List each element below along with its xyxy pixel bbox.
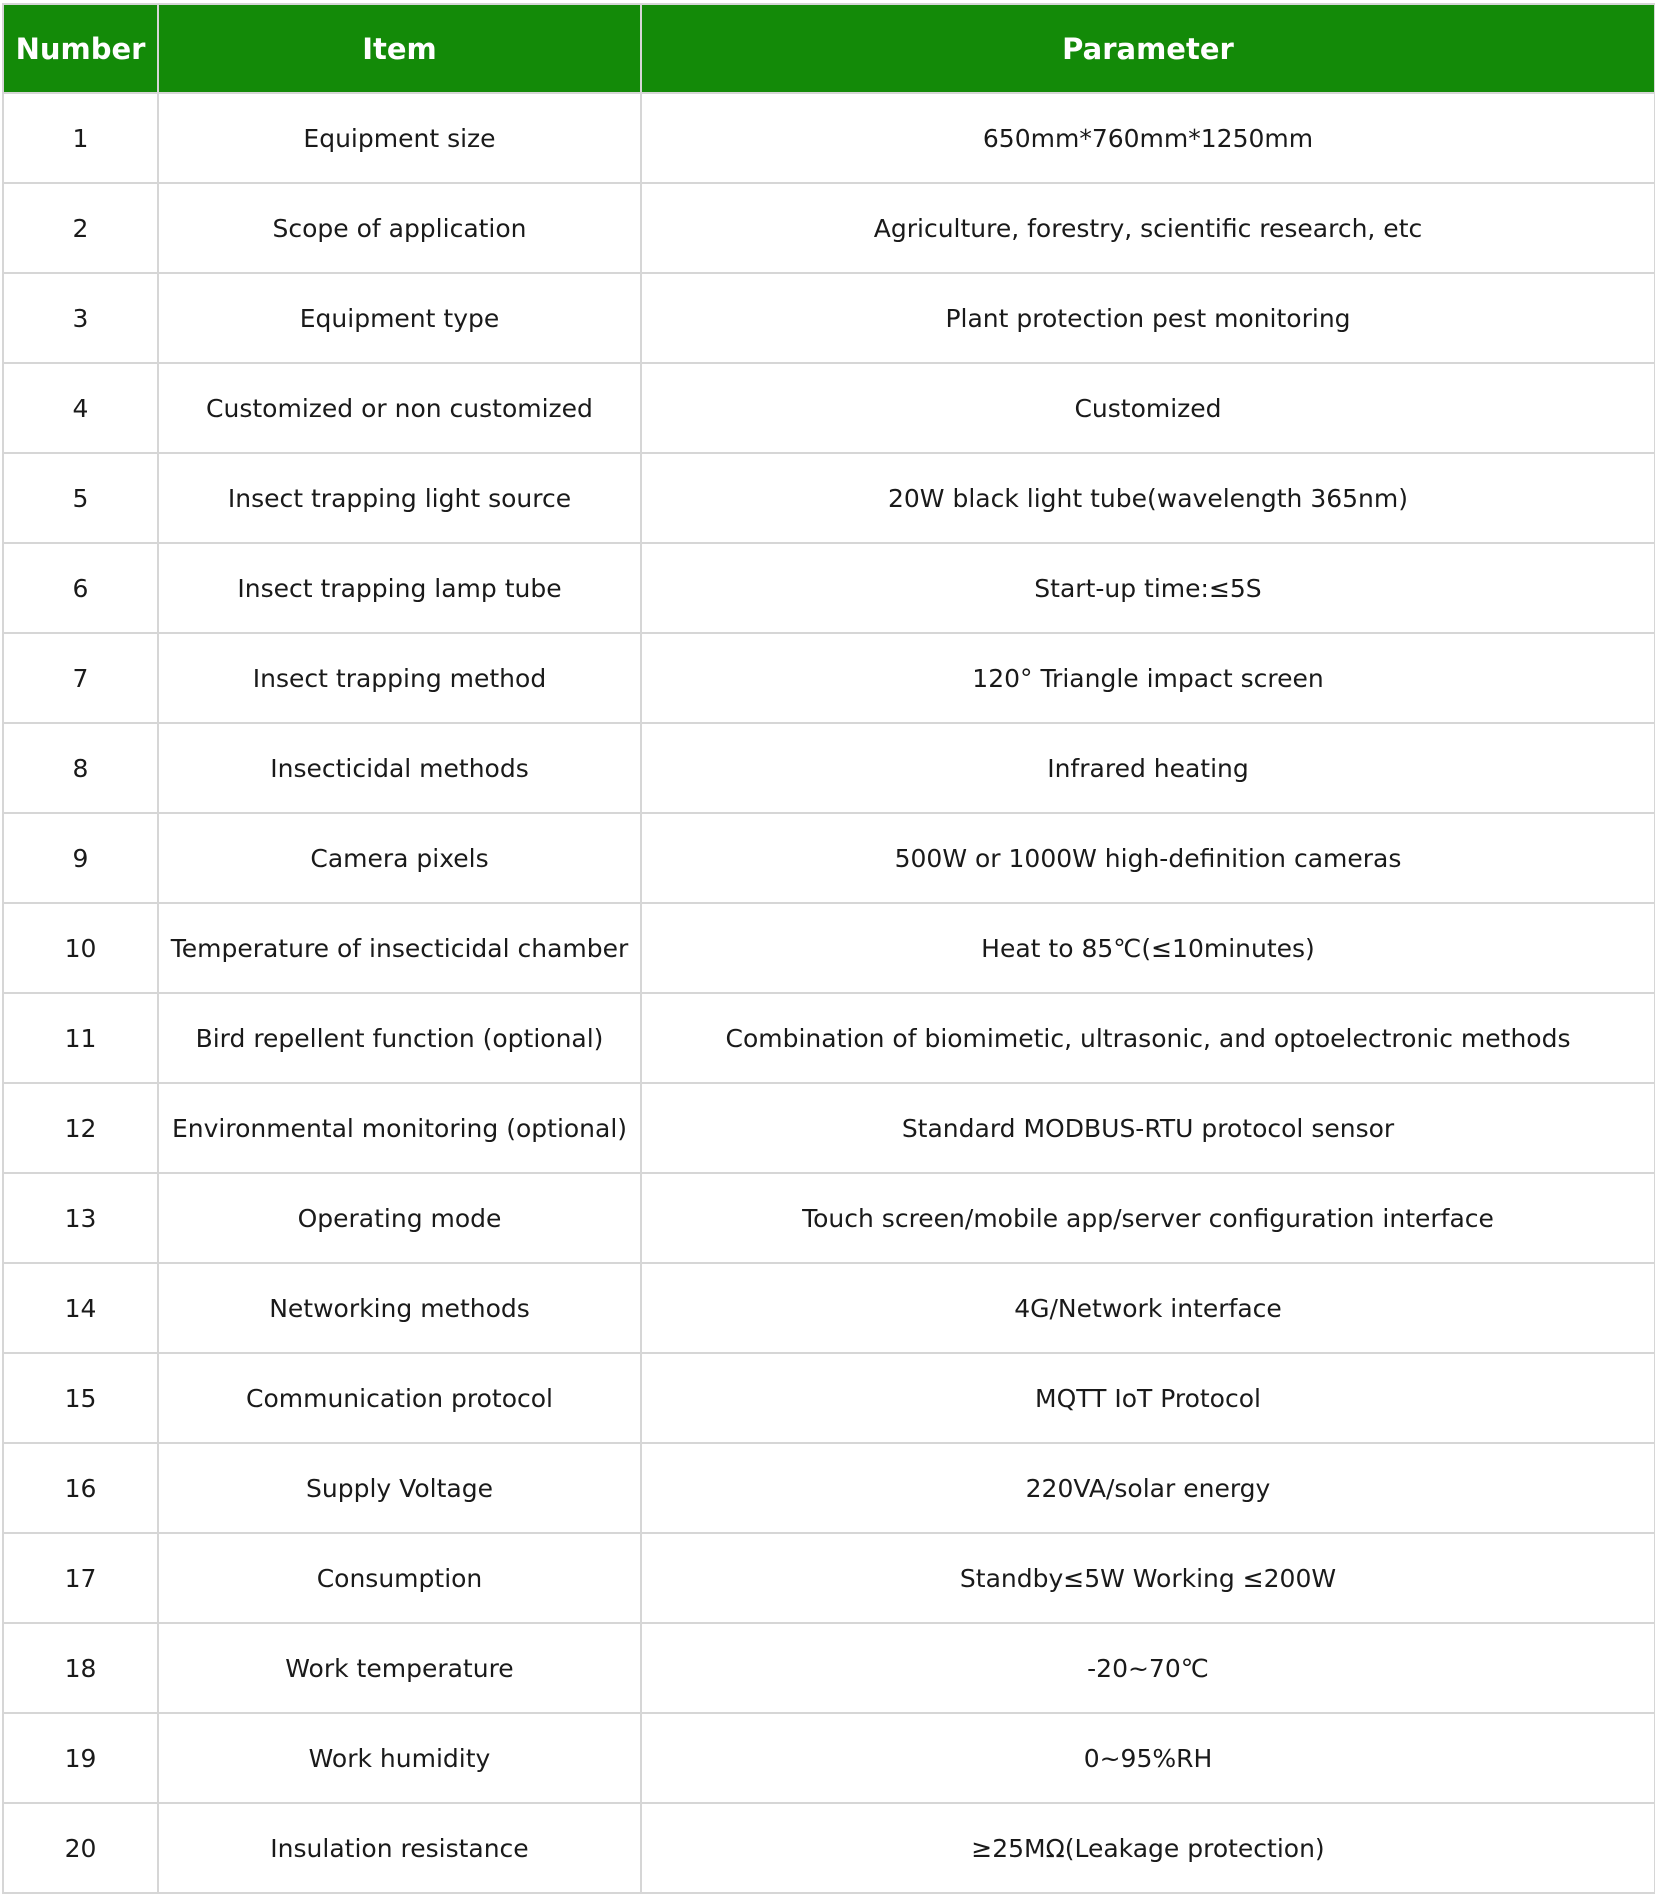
cell-item: Camera pixels bbox=[158, 813, 641, 903]
spec-table bbox=[2, 3, 1655, 1894]
cell-number: 11 bbox=[3, 993, 158, 1083]
cell-item: Insecticidal methods bbox=[158, 723, 641, 813]
cell-number: 10 bbox=[3, 903, 158, 993]
cell-item: Insect trapping lamp tube bbox=[158, 543, 641, 633]
table-row bbox=[3, 1263, 1655, 1353]
table-row bbox=[3, 1533, 1655, 1623]
cell-item: Scope of application bbox=[158, 183, 641, 273]
cell-number: 15 bbox=[3, 1353, 158, 1443]
table-row bbox=[3, 813, 1655, 903]
cell-parameter: Infrared heating bbox=[641, 723, 1655, 813]
cell-item: Networking methods bbox=[158, 1263, 641, 1353]
table-row bbox=[3, 1713, 1655, 1803]
cell-item: Consumption bbox=[158, 1533, 641, 1623]
cell-number: 9 bbox=[3, 813, 158, 903]
header-parameter: Parameter bbox=[641, 4, 1655, 93]
table-row bbox=[3, 183, 1655, 273]
cell-item: Insect trapping method bbox=[158, 633, 641, 723]
cell-item: Insulation resistance bbox=[158, 1803, 641, 1893]
cell-parameter: Touch screen/mobile app/server configuration interface bbox=[641, 1173, 1655, 1263]
cell-number: 4 bbox=[3, 363, 158, 453]
cell-parameter: ≥25MΩ(Leakage protection) bbox=[641, 1803, 1655, 1893]
cell-item: Bird repellent function (optional) bbox=[158, 993, 641, 1083]
cell-parameter: Standard MODBUS-RTU protocol sensor bbox=[641, 1083, 1655, 1173]
cell-number: 2 bbox=[3, 183, 158, 273]
cell-parameter: 20W black light tube(wavelength 365nm) bbox=[641, 453, 1655, 543]
header-number: Number bbox=[3, 4, 158, 93]
cell-parameter: 220VA/solar energy bbox=[641, 1443, 1655, 1533]
cell-number: 12 bbox=[3, 1083, 158, 1173]
cell-parameter: 650mm*760mm*1250mm bbox=[641, 93, 1655, 183]
cell-number: 6 bbox=[3, 543, 158, 633]
cell-parameter: Agriculture, forestry, scientific research, etc bbox=[641, 183, 1655, 273]
cell-item: Equipment size bbox=[158, 93, 641, 183]
cell-number: 20 bbox=[3, 1803, 158, 1893]
cell-number: 14 bbox=[3, 1263, 158, 1353]
cell-number: 17 bbox=[3, 1533, 158, 1623]
table-row bbox=[3, 453, 1655, 543]
table-row bbox=[3, 1173, 1655, 1263]
table-row bbox=[3, 93, 1655, 183]
cell-item: Equipment type bbox=[158, 273, 641, 363]
table-row bbox=[3, 993, 1655, 1083]
cell-item: Insect trapping light source bbox=[158, 453, 641, 543]
table-row bbox=[3, 1623, 1655, 1713]
table-row bbox=[3, 1083, 1655, 1173]
cell-parameter: Heat to 85℃(≤10minutes) bbox=[641, 903, 1655, 993]
table-body bbox=[3, 93, 1655, 1893]
table-row bbox=[3, 633, 1655, 723]
cell-parameter: Start-up time:≤5S bbox=[641, 543, 1655, 633]
cell-parameter: 4G/Network interface bbox=[641, 1263, 1655, 1353]
cell-parameter: 120° Triangle impact screen bbox=[641, 633, 1655, 723]
cell-number: 7 bbox=[3, 633, 158, 723]
table-row bbox=[3, 363, 1655, 453]
cell-parameter: Standby≤5W Working ≤200W bbox=[641, 1533, 1655, 1623]
cell-item: Operating mode bbox=[158, 1173, 641, 1263]
cell-item: Temperature of insecticidal chamber bbox=[158, 903, 641, 993]
cell-parameter: 0~95%RH bbox=[641, 1713, 1655, 1803]
table-row bbox=[3, 273, 1655, 363]
table-row bbox=[3, 543, 1655, 633]
cell-parameter: Plant protection pest monitoring bbox=[641, 273, 1655, 363]
cell-number: 1 bbox=[3, 93, 158, 183]
cell-item: Customized or non customized bbox=[158, 363, 641, 453]
cell-parameter: Combination of biomimetic, ultrasonic, and optoelectronic methods bbox=[641, 993, 1655, 1083]
cell-item: Communication protocol bbox=[158, 1353, 641, 1443]
header-item: Item bbox=[158, 4, 641, 93]
cell-parameter: 500W or 1000W high-definition cameras bbox=[641, 813, 1655, 903]
cell-number: 19 bbox=[3, 1713, 158, 1803]
table-row bbox=[3, 1353, 1655, 1443]
cell-item: Work humidity bbox=[158, 1713, 641, 1803]
cell-item: Supply Voltage bbox=[158, 1443, 641, 1533]
table-header-row bbox=[3, 4, 1655, 93]
cell-number: 18 bbox=[3, 1623, 158, 1713]
cell-parameter: MQTT IoT Protocol bbox=[641, 1353, 1655, 1443]
table-row bbox=[3, 1803, 1655, 1893]
table-row bbox=[3, 1443, 1655, 1533]
table-row bbox=[3, 723, 1655, 813]
cell-item: Environmental monitoring (optional) bbox=[158, 1083, 641, 1173]
cell-number: 13 bbox=[3, 1173, 158, 1263]
cell-number: 3 bbox=[3, 273, 158, 363]
cell-parameter: -20~70℃ bbox=[641, 1623, 1655, 1713]
cell-number: 5 bbox=[3, 453, 158, 543]
cell-number: 16 bbox=[3, 1443, 158, 1533]
table-row bbox=[3, 903, 1655, 993]
cell-number: 8 bbox=[3, 723, 158, 813]
cell-parameter: Customized bbox=[641, 363, 1655, 453]
cell-item: Work temperature bbox=[158, 1623, 641, 1713]
